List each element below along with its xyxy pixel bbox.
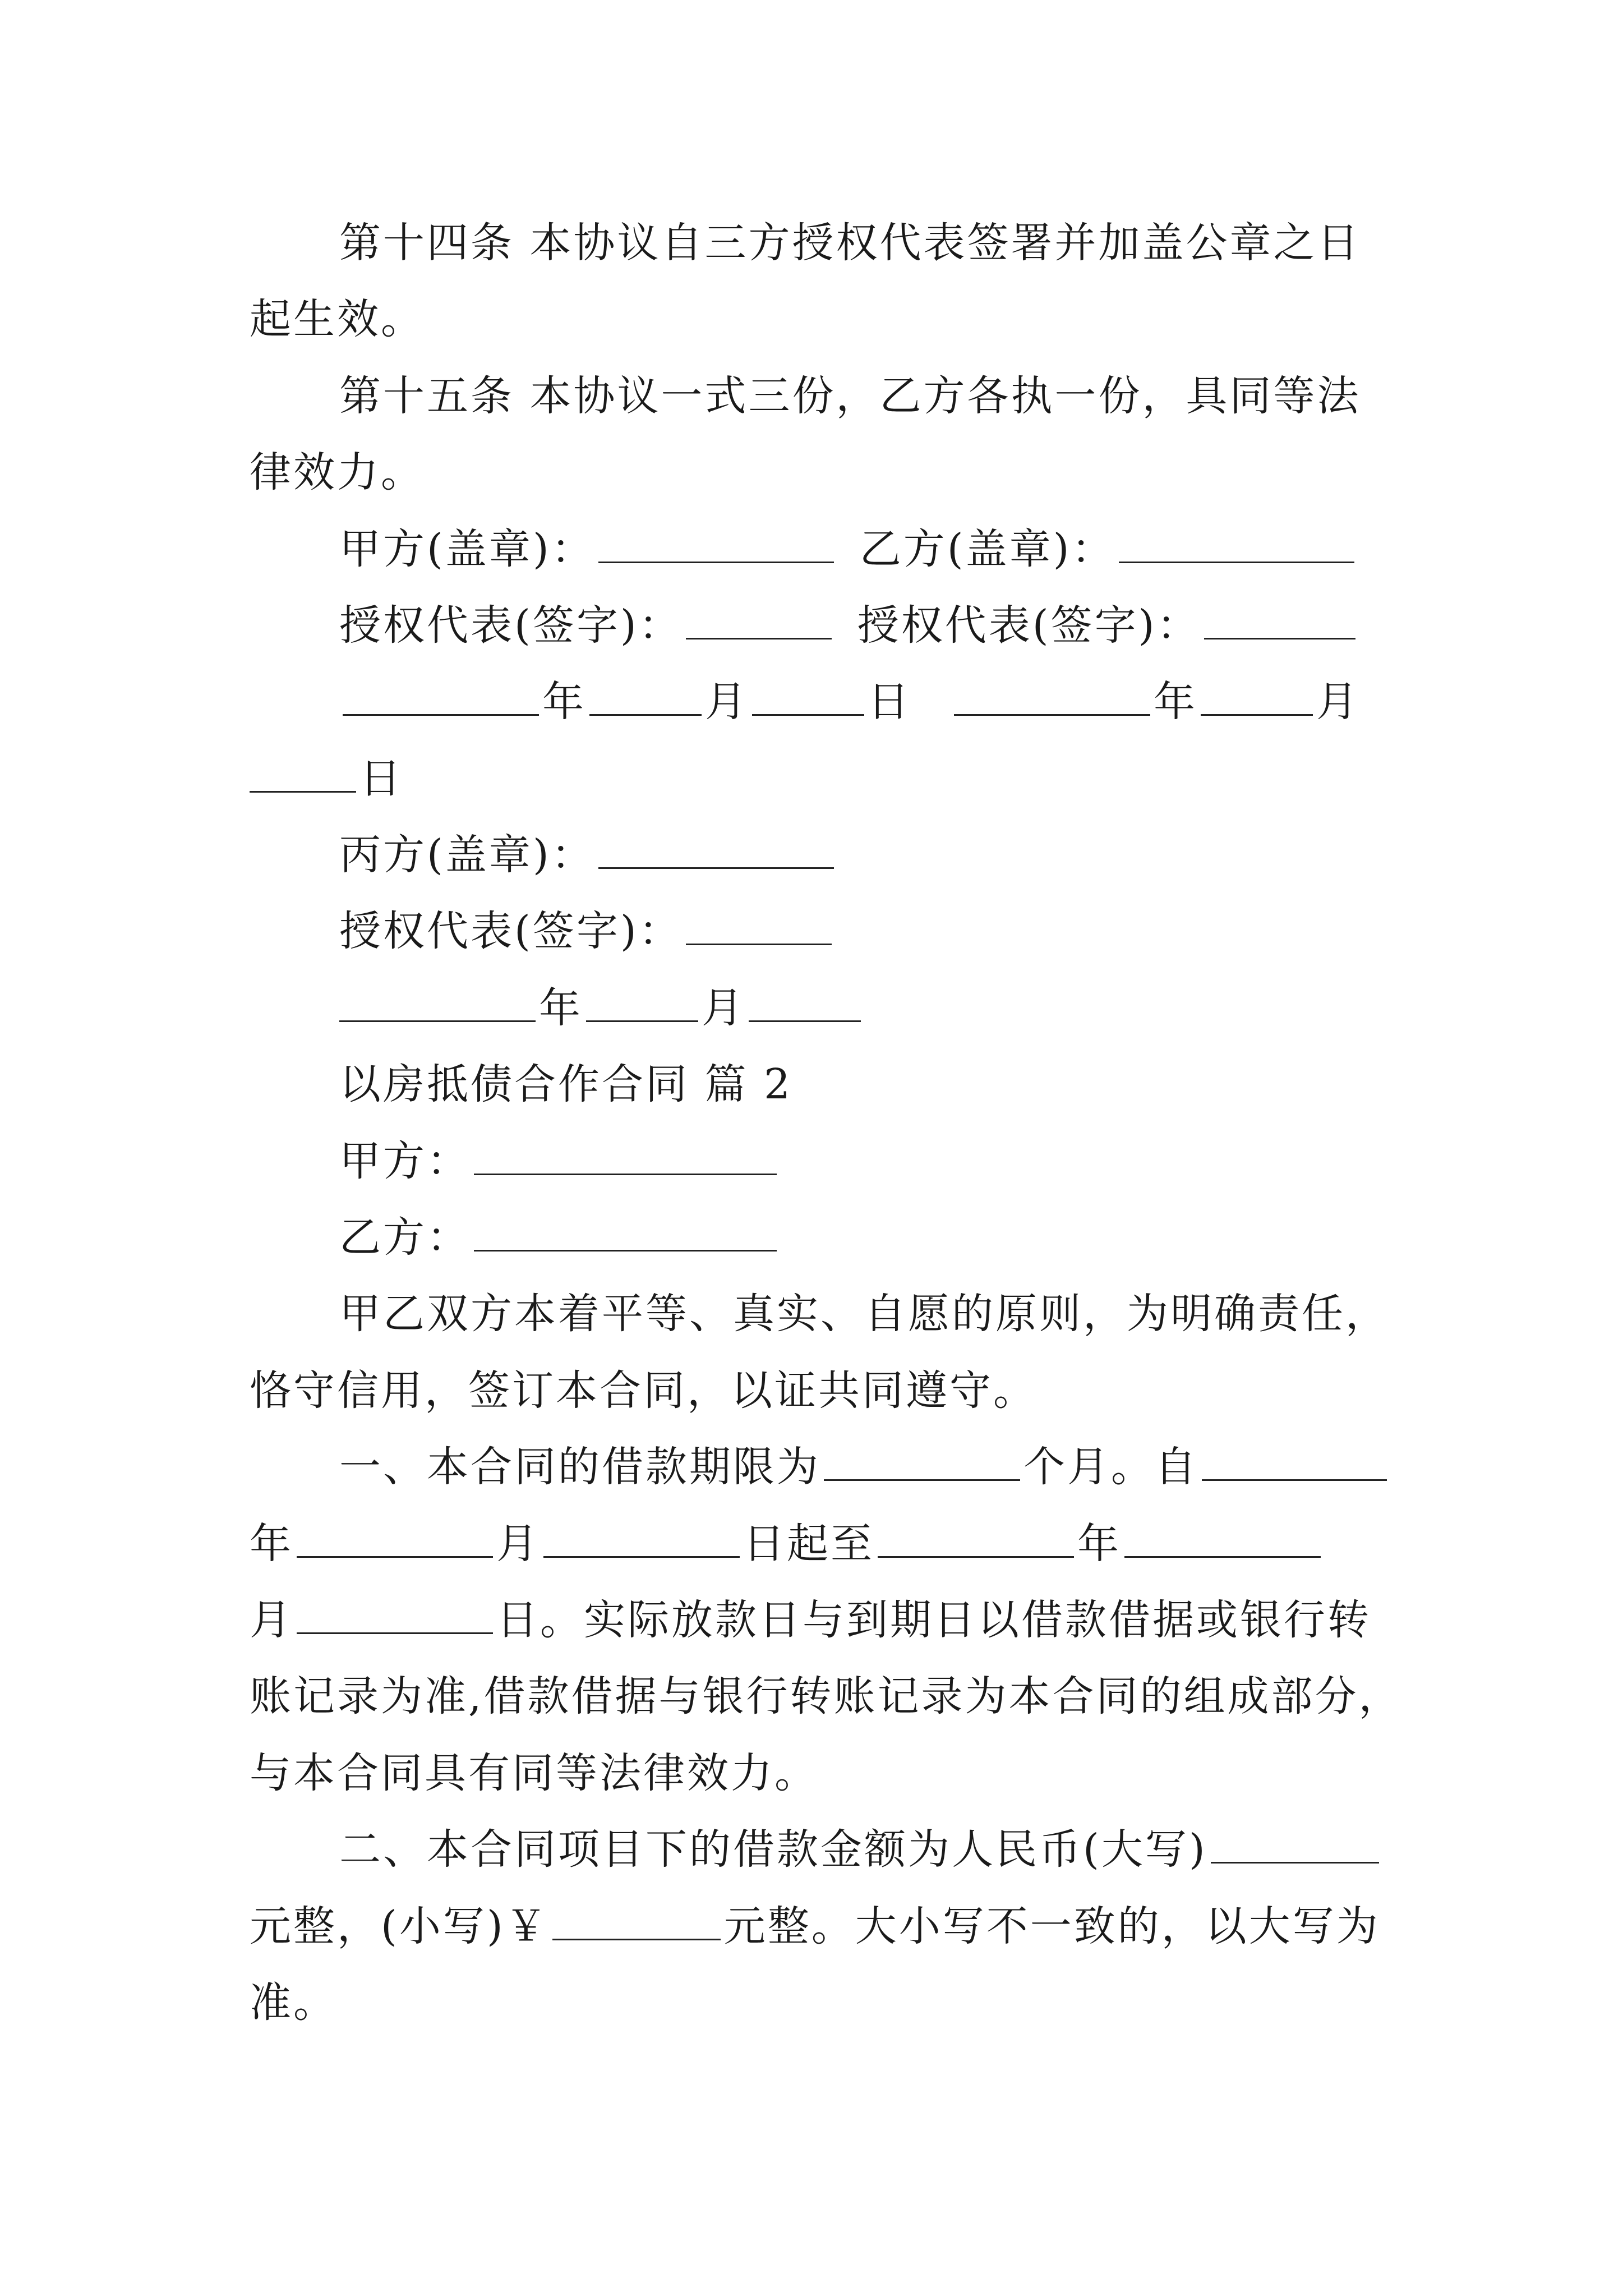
party-a-seal-blank[interactable] (598, 520, 834, 563)
year-blank-c[interactable] (339, 979, 536, 1022)
clause-2-text-c: 元整。大小写不一致的，以大写为 (723, 1902, 1380, 1950)
clause-1-line-5: 与本合同具有同等法律效力。 (250, 1749, 818, 1797)
preamble-line-2: 恪守信用，签订本合同，以证共同遵守。 (250, 1366, 1037, 1415)
end-year-blank[interactable] (878, 1515, 1074, 1558)
auth-rep-blank-c[interactable] (686, 902, 832, 945)
clause-1-text-a: 一、本合同的借款期限为 (339, 1443, 820, 1491)
party-a-seal-label: 甲方(盖章)： (339, 525, 595, 573)
article-14-line-2: 起生效。 (250, 295, 425, 343)
auth-rep-blank-a[interactable] (686, 596, 832, 639)
date-line-a-b (339, 662, 1483, 741)
preamble-line-1: 甲乙双方本着平等、真实、自愿的原则，为明确责任， (339, 1290, 1389, 1338)
clause-2-line-2 (250, 1887, 1394, 1966)
party-b-seal-label: 乙方(盖章)： (859, 525, 1115, 573)
clause-1-text-c: 日起至 (743, 1520, 874, 1568)
month-blank-b[interactable] (1201, 673, 1313, 716)
party-c-seal-blank[interactable] (598, 826, 834, 869)
day-blank-a[interactable] (752, 673, 864, 716)
auth-rep-label-b: 授权代表(签字)： (857, 601, 1201, 650)
end-month-blank[interactable] (1124, 1515, 1321, 1558)
clause-1-text-b: 个月。自 (1023, 1443, 1198, 1491)
party-b-label: 乙方： (339, 1213, 471, 1262)
party-b-line (339, 1198, 1483, 1277)
clause-2-text-b: 元整，(小写)￥ (250, 1902, 549, 1950)
party-a-blank[interactable] (474, 1132, 777, 1175)
year-label: 年 (1077, 1520, 1121, 1568)
year-label: 年 (1154, 678, 1197, 726)
month-blank-c[interactable] (586, 979, 698, 1022)
clause-1-line-2 (250, 1504, 1394, 1583)
month-label: 月 (705, 678, 749, 726)
month-label: 月 (702, 984, 745, 1032)
clause-1-line-4: 账记录为准,借款借据与银行转账记录为本合同的组成部分， (250, 1672, 1403, 1720)
year-label: 年 (542, 678, 586, 726)
article-15-line-2: 律效力。 (250, 448, 425, 496)
clause-2-line-3: 准。 (250, 1978, 337, 2027)
party-a-line (339, 1122, 1483, 1200)
party-b-seal-blank[interactable] (1119, 520, 1354, 563)
start-day-blank[interactable] (543, 1515, 740, 1558)
party-b-blank[interactable] (474, 1208, 777, 1251)
end-day-blank[interactable] (297, 1591, 493, 1634)
day-label: 日 (868, 678, 911, 726)
year-label: 年 (250, 1520, 293, 1568)
day-blank-c[interactable] (749, 979, 861, 1022)
date-line-b-cont (250, 739, 1394, 818)
amount-numeric-blank[interactable] (552, 1897, 721, 1940)
auth-rep-blank-b[interactable] (1204, 596, 1355, 639)
auth-rep-label-c: 授权代表(签字)： (339, 907, 683, 955)
party-c-seal-label: 丙方(盖章)： (339, 831, 595, 879)
loan-term-months-blank[interactable] (824, 1438, 1020, 1481)
day-blank-b[interactable] (250, 749, 356, 793)
year-blank-b[interactable] (954, 673, 1150, 716)
article-15-line-1: 第十五条 本协议一式三份，乙方各执一份，具同等法 (339, 372, 1361, 420)
start-year-blank[interactable] (1202, 1438, 1387, 1481)
auth-rep-label-a: 授权代表(签字)： (339, 601, 683, 650)
clause-2-text-a: 二、本合同项目下的借款金额为人民币(大写) (339, 1825, 1207, 1874)
article-14-line-1: 第十四条 本协议自三方授权代表签署并加盖公章之日 (339, 219, 1361, 267)
month-label: 月 (1316, 678, 1360, 726)
year-label: 年 (539, 984, 583, 1032)
seal-line-a-b (339, 510, 1483, 588)
seal-line-c (339, 816, 1483, 894)
month-label: 月 (496, 1520, 540, 1568)
start-month-blank[interactable] (297, 1515, 493, 1558)
auth-rep-line-a-b (339, 586, 1483, 665)
section-2-title: 以房抵债合作合同 篇 2 (339, 1060, 793, 1108)
party-a-label: 甲方： (339, 1137, 471, 1185)
clause-2-line-1 (339, 1810, 1483, 1889)
day-label: 日 (359, 754, 403, 803)
month-blank-a[interactable] (589, 673, 702, 716)
clause-1-line-3 (250, 1581, 1394, 1659)
year-blank-a[interactable] (343, 673, 539, 716)
amount-uppercase-blank[interactable] (1211, 1820, 1379, 1864)
clause-1-text-d: 日。实际放款日与到期日以借款借据或银行转 (496, 1596, 1371, 1644)
date-line-c (339, 969, 1483, 1047)
auth-rep-line-c (339, 892, 1483, 970)
clause-1-line-1 (339, 1428, 1483, 1506)
month-label: 月 (250, 1596, 293, 1644)
